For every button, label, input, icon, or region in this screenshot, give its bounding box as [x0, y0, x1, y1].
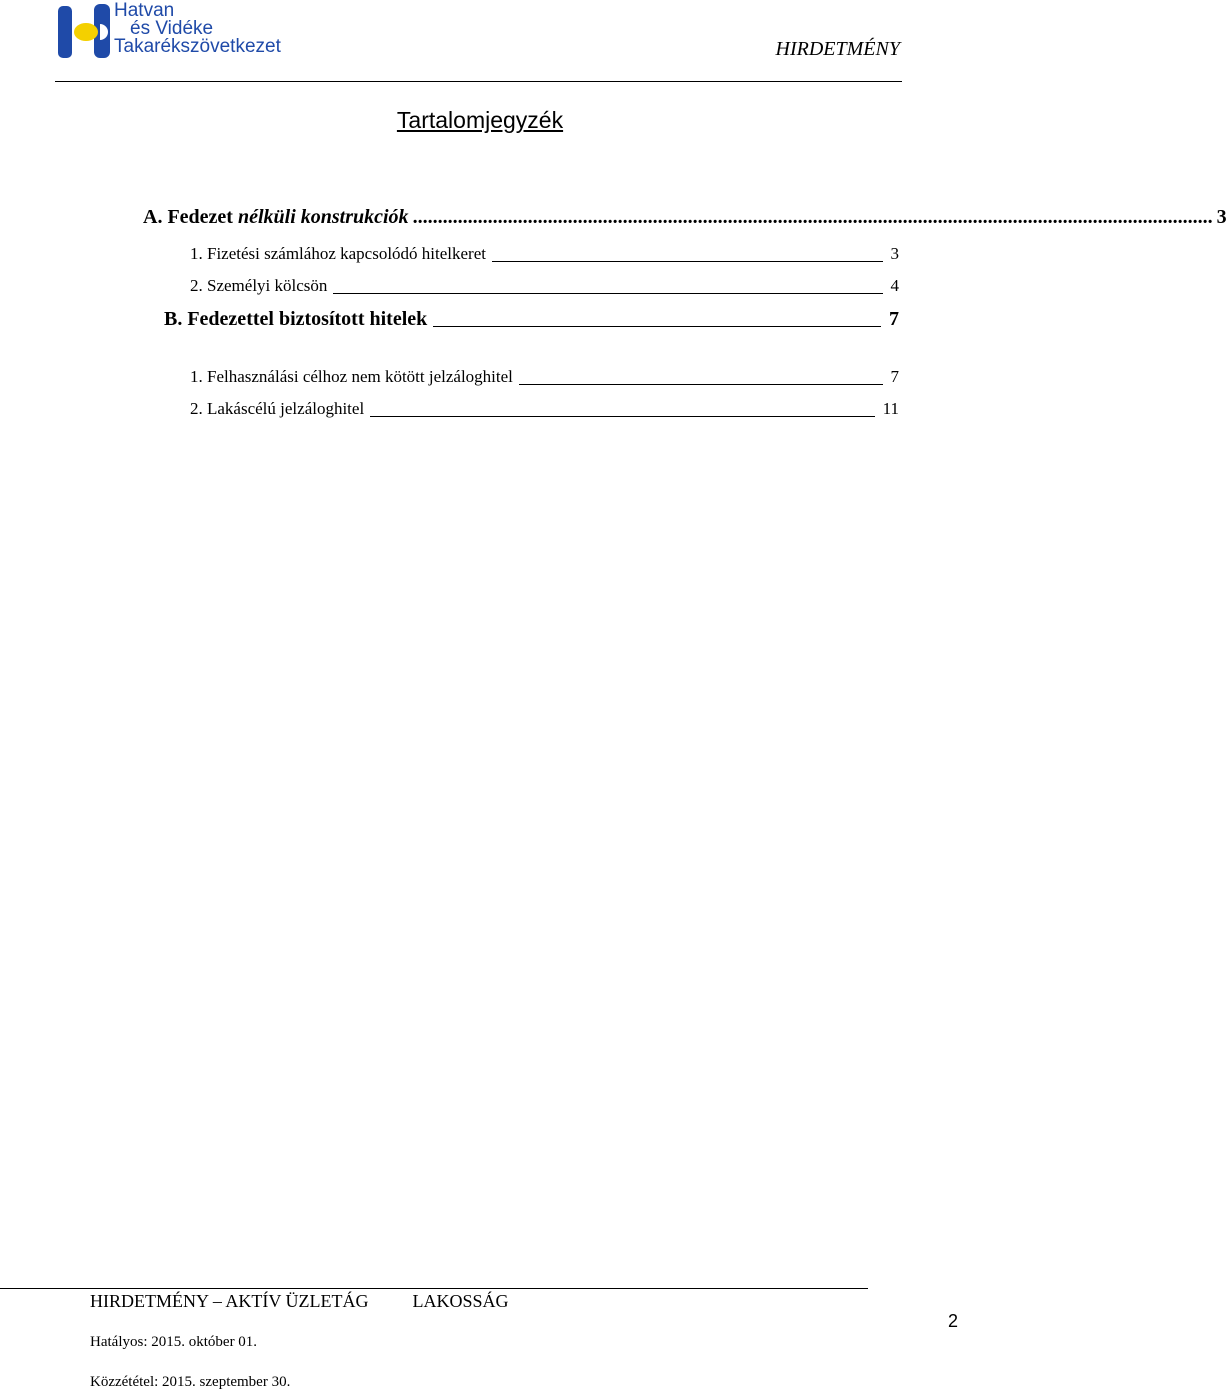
- toc-title: Tartalomjegyzék: [396, 107, 564, 133]
- toc-entry[interactable]: [164, 308, 899, 331]
- toc-line-leader: [433, 326, 881, 327]
- toc-line-leader: [492, 261, 883, 262]
- footer-divider: [0, 1288, 868, 1289]
- toc-entry[interactable]: [190, 399, 899, 419]
- toc-entry-label: B. Fedezettel biztosított hitelek: [164, 308, 428, 330]
- toc-line-leader: [370, 416, 874, 417]
- logo-mark-icon: [56, 2, 116, 60]
- toc-entry-label: 1. Fizetési számlához kapcsolódó hitelkeret: [190, 244, 486, 263]
- company-logo: [56, 2, 306, 60]
- logo-line: Hatvan: [114, 0, 175, 21]
- toc-line-leader: [333, 293, 882, 294]
- toc-entry-label: 1. Felhasználási célhoz nem kötött jelzáloghitel: [190, 367, 513, 386]
- toc-page-number: 7: [889, 308, 899, 330]
- header-title: HIRDETMÉNY: [775, 38, 900, 60]
- toc-entry[interactable]: [190, 367, 899, 387]
- toc-page-number: 4: [890, 276, 899, 295]
- toc-line-leader: [519, 384, 883, 385]
- toc-entry[interactable]: [190, 276, 899, 296]
- footer-title-left: HIRDETMÉNY – AKTÍV ÜZLETÁG: [90, 1291, 369, 1311]
- toc-entry-label: 2. Lakáscélú jelzáloghitel: [190, 399, 365, 418]
- footer-published-date: Közzététel: 2015. szeptember 30.: [90, 1374, 291, 1390]
- logo-line: Takarékszövetkezet: [114, 36, 281, 57]
- toc-entry-label-italic: nélküli konstrukciók: [237, 206, 409, 228]
- toc-entry-label: 2. Személyi kölcsön: [190, 276, 328, 295]
- toc-entry-label: [143, 206, 409, 229]
- toc-page-number: 3: [890, 244, 899, 263]
- page-number: 2: [947, 1311, 958, 1331]
- footer-effective-date: Hatályos: 2015. október 01.: [90, 1334, 258, 1350]
- footer-title-right: LAKOSSÁG: [412, 1291, 509, 1311]
- logo-line: és Vidéke: [130, 18, 214, 39]
- header-divider: [55, 81, 902, 82]
- logo-wordmark: [114, 2, 281, 56]
- toc-dot-leader: ................................................................................................................................................................: [412, 206, 1213, 228]
- toc-entry[interactable]: [190, 244, 899, 264]
- toc-entry[interactable]: [143, 206, 1227, 229]
- footer-title: [90, 1291, 508, 1312]
- toc-page-number: 7: [890, 367, 899, 386]
- toc-page-number: 11: [882, 399, 899, 418]
- toc-entry-label-prefix: A. Fedezet: [143, 206, 238, 228]
- toc-page-number: 3: [1216, 206, 1227, 228]
